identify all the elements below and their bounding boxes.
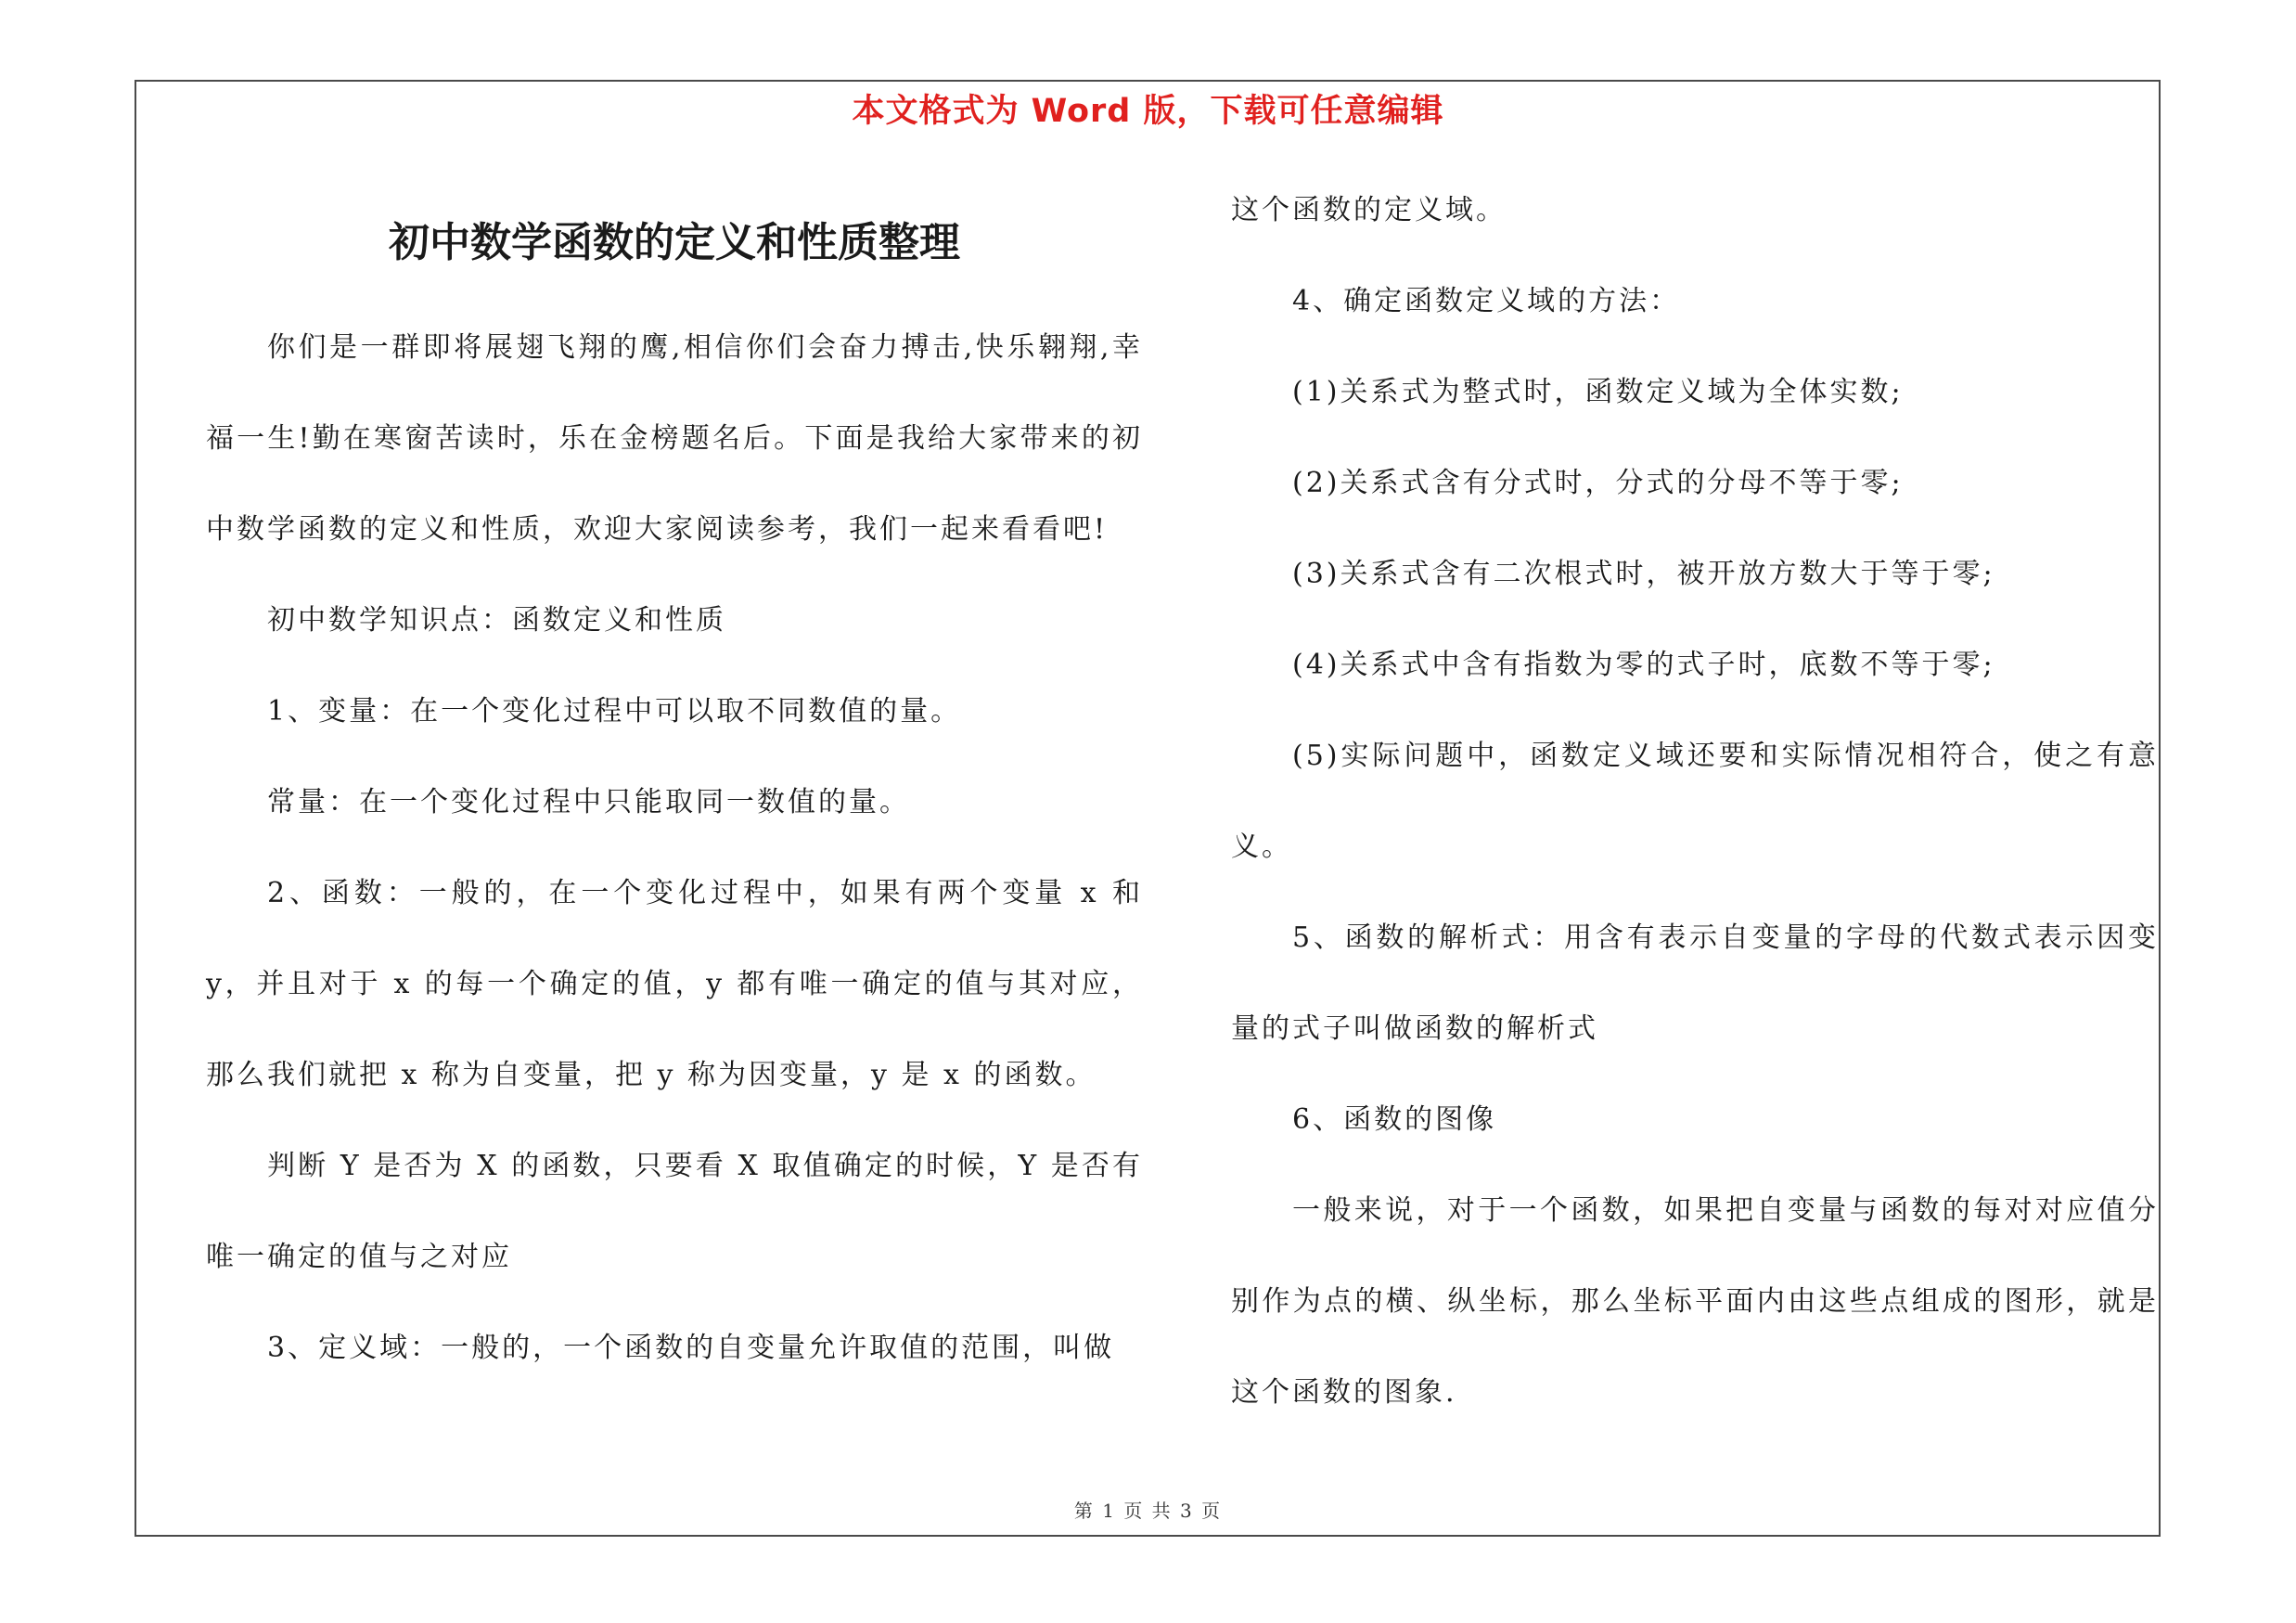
page-number-footer: 第 1 页 共 3 页	[1073, 1500, 1223, 1522]
paragraph: 常量：在一个变化过程中只能取同一数值的量。	[267, 786, 910, 818]
paragraph: 6、函数的图像	[1292, 1103, 1497, 1136]
paragraph: 判断 Y 是否为 X 的函数，只要看 X 取值确定的时候，Y 是否有唯一确定的值与之对应	[206, 1150, 1143, 1273]
paragraph: 4、确定函数定义域的方法：	[1292, 285, 1681, 317]
document-title: 初中数学函数的定义和性质整理	[389, 219, 960, 266]
paragraph: (4)关系式中含有指数为零的式子时，底数不等于零;	[1292, 649, 1995, 681]
paragraph: 一般来说，对于一个函数，如果把自变量与函数的每对对应值分别作为点的横、纵坐标，那么坐标平面内由这些点组成的图形，就是这个函数的图象.	[1231, 1194, 2159, 1409]
paragraph: (1)关系式为整式时，函数定义域为全体实数;	[1292, 376, 1904, 408]
paragraph: 初中数学知识点：函数定义和性质	[267, 604, 726, 637]
right-column	[1231, 165, 2159, 1438]
paragraph: (2)关系式含有分式时，分式的分母不等于零;	[1292, 467, 1904, 499]
left-column	[206, 303, 1143, 1394]
paragraph: 3、定义域：一般的，一个函数的自变量允许取值的范围，叫做	[267, 1332, 1115, 1364]
paragraph: 2、函数：一般的，在一个变化过程中，如果有两个变量 x 和 y，并且对于 x 的每一个确定的值，y 都有唯一确定的值与其对应，那么我们就把 x 称为自变量，把 y 称为因变量，y 是 x 的函数。	[206, 877, 1143, 1091]
paragraph: (5)实际问题中，函数定义域还要和实际情况相符合，使之有意义。	[1231, 740, 2159, 863]
paragraph: 5、函数的解析式：用含有表示自变量的字母的代数式表示因变量的式子叫做函数的解析式	[1231, 921, 2159, 1045]
format-banner: 本文格式为 Word 版，下载可任意编辑	[852, 93, 1444, 130]
paragraph: 你们是一群即将展翅飞翔的鹰,相信你们会奋力搏击,快乐翱翔,幸福一生!勤在寒窗苦读时，乐在金榜题名后。下面是我给大家带来的初中数学函数的定义和性质，欢迎大家阅读参考，我们一起来看看吧!	[206, 331, 1143, 546]
paragraph: 1、变量：在一个变化过程中可以取不同数值的量。	[267, 695, 962, 728]
paragraph: 这个函数的定义域。	[1231, 194, 1507, 226]
paragraph: (3)关系式含有二次根式时，被开放方数大于等于零;	[1292, 558, 1995, 590]
